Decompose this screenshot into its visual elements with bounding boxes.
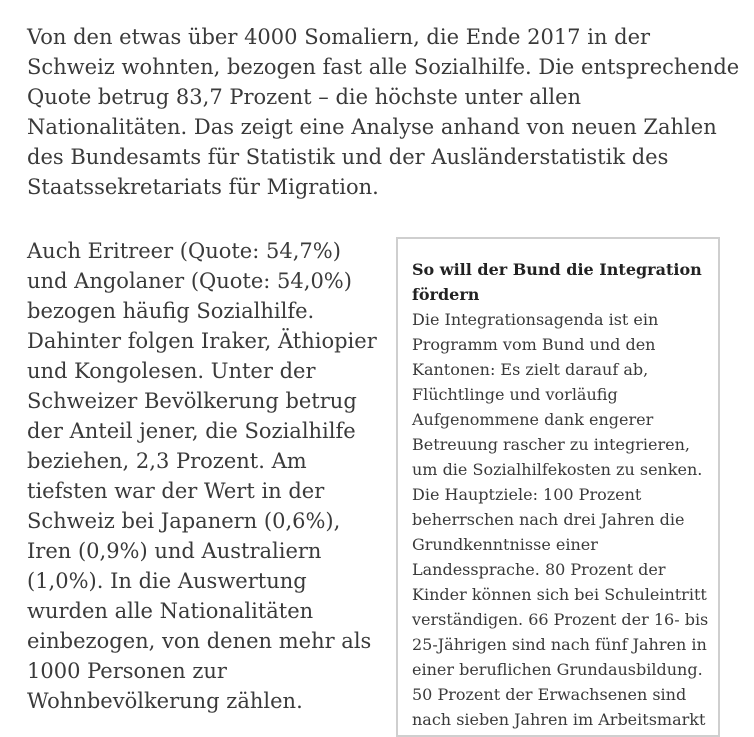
- body-line: wurden alle Nationalitäten: [27, 599, 314, 623]
- info-box-line: Flüchtlinge und vorläufig: [412, 385, 618, 404]
- intro-line: Staatssekretariats für Migration.: [27, 175, 379, 199]
- body-line: (1,0%). In die Auswertung: [27, 569, 307, 593]
- info-box-line: Die Integrationsagenda ist ein: [412, 310, 659, 329]
- info-box-line: beherrschen nach drei Jahren die: [412, 510, 685, 529]
- info-box-line: Programm vom Bund und den: [412, 335, 656, 354]
- body-line: und Kongolesen. Unter der: [27, 359, 316, 383]
- info-box-line: Grundkenntnisse einer: [412, 535, 598, 554]
- info-box-line: um die Sozialhilfekosten zu senken.: [412, 460, 703, 479]
- intro-line: Von den etwas über 4000 Somaliern, die Ende 2017 in der: [27, 25, 651, 49]
- intro-line: Quote betrug 83,7 Prozent – die höchste unter allen: [27, 85, 582, 109]
- info-box-line: Die Hauptziele: 100 Prozent: [412, 485, 642, 504]
- intro-paragraph: [27, 22, 747, 202]
- intro-line: Schweiz wohnten, bezogen fast alle Sozialhilfe. Die entsprechende: [27, 55, 740, 79]
- body-line: Schweizer Bevölkerung betrug: [27, 389, 357, 413]
- body-line: Schweiz bei Japanern (0,6%),: [27, 509, 341, 533]
- info-box-line: Landessprache. 80 Prozent der: [412, 560, 666, 579]
- body-line: tiefsten war der Wert in der: [27, 479, 325, 503]
- info-box-line: 50 Prozent der Erwachsenen sind: [412, 685, 687, 704]
- body-line: Wohnbevölkerung zählen.: [27, 689, 303, 713]
- info-box-line: Aufgenommene dank engerer: [412, 410, 654, 429]
- info-box-line: nach sieben Jahren im Arbeitsmarkt: [412, 710, 706, 729]
- info-box-line: Betreuung rascher zu integrieren,: [412, 435, 691, 454]
- info-box-title-line: So will der Bund die Integration: [412, 260, 702, 279]
- body-line: Iren (0,9%) und Australiern: [27, 539, 322, 563]
- info-box-line: verständigen. 66 Prozent der 16- bis: [412, 610, 709, 629]
- info-box-line: Kinder können sich bei Schuleintritt: [412, 585, 707, 604]
- body-line: 1000 Personen zur: [27, 659, 227, 683]
- body-line: einbezogen, von denen mehr als: [27, 629, 372, 653]
- body-line: beziehen, 2,3 Prozent. Am: [27, 449, 307, 473]
- info-box: [396, 237, 720, 737]
- info-box-title-line: fördern: [412, 285, 480, 304]
- info-box-line: einer beruflichen Grundausbildung.: [412, 660, 703, 679]
- intro-line: des Bundesamts für Statistik und der Ausländerstatistik des: [27, 145, 669, 169]
- info-box-line: Kantonen: Es zielt darauf ab,: [412, 360, 649, 379]
- intro-line: Nationalitäten. Das zeigt eine Analyse anhand von neuen Zahlen: [27, 115, 717, 139]
- body-paragraph: [27, 236, 387, 716]
- body-line: der Anteil jener, die Sozialhilfe: [27, 419, 356, 443]
- body-line: und Angolaner (Quote: 54,0%): [27, 269, 352, 293]
- info-box-text: [412, 307, 709, 732]
- body-line: bezogen häufig Sozialhilfe.: [27, 299, 315, 323]
- body-line: Dahinter folgen Iraker, Äthiopier: [27, 329, 377, 353]
- info-box-title: [412, 257, 706, 307]
- info-box-line: 25-Jährigen sind nach fünf Jahren in: [412, 635, 707, 654]
- body-line: Auch Eritreer (Quote: 54,7%): [27, 239, 341, 263]
